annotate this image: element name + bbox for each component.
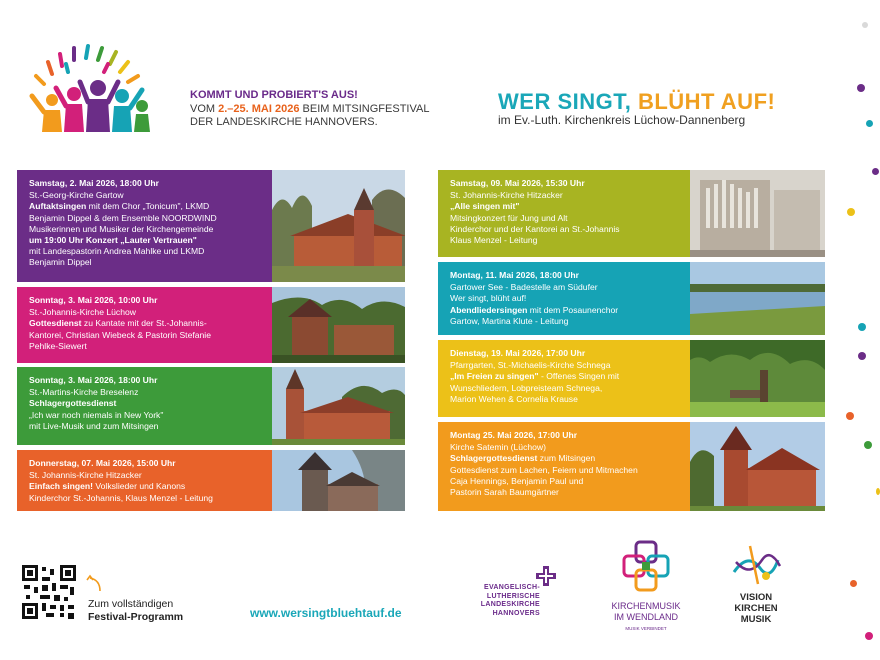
confetti-dot	[858, 323, 866, 331]
event-highlight: Schlagergottesdienst	[29, 398, 117, 409]
event-place: Kirche Satemin (Lüchow)	[450, 442, 547, 453]
confetti-dot	[857, 84, 865, 92]
event-text: Samstag, 09. Mai 2026, 15:30 Uhr St. Johannis-Kirche Hitzacker „Alle singen mit" Mitsingkonzert für Jung und Alt Kinderchor und der Kantorei an St.-Johannis Klaus Menzel - Leitung	[438, 170, 690, 257]
event-text: Montag, 11. Mai 2026, 18:00 Uhr Gartower See - Badestelle am Südufer Wer singt, blüht auf! Abendliedersingen mit dem Posaunenchor Gartow, Martina Klute - Leitung	[438, 262, 690, 335]
festival-dates: 2.–25. MAI 2026	[218, 102, 300, 115]
event-place: St.-Johannis-Kirche Lüchow	[29, 307, 136, 318]
event-place: St.-Martins-Kirche Breselenz	[29, 387, 139, 398]
intro-text	[190, 89, 429, 130]
website-link[interactable]: www.wersingtbluehtauf.de	[250, 606, 402, 620]
church-satemin-photo	[690, 422, 825, 511]
confetti-dot	[876, 488, 880, 495]
intro-date-line: VOM 2.–25. MAI 2026 BEIM MITSINGFESTIVAL	[190, 102, 430, 115]
intro-line3: DER LANDESKIRCHE HANNOVERS.	[190, 116, 378, 128]
event-highlight: Einfach singen!	[29, 481, 93, 492]
event-text: Sonntag, 3. Mai 2026, 10:00 Uhr St.-Johannis-Kirche Lüchow Gottesdienst zu Kantate mit der St.-Johannis- Kantorei, Christian Wiebeck & Pastorin Stefanie Pehlke-Siewert	[17, 287, 272, 363]
event-date: Montag 25. Mai 2026, 17:00 Uhr	[450, 430, 578, 440]
qr-code[interactable]	[22, 565, 76, 619]
vision-kirchenmusik-logo: VISION KIRCHEN MUSIK	[728, 542, 784, 632]
church-luechow-photo	[272, 287, 405, 363]
event-highlight: „Im Freien zu singen"	[450, 371, 539, 382]
event-card	[438, 170, 825, 257]
event-text: Sonntag, 3. Mai 2026, 18:00 Uhr St.-Martins-Kirche Breselenz Schlagergottesdienst „Ich war noch niemals in New York" mit Live-Musik und zum Mitsingen	[17, 367, 272, 445]
event-card	[438, 422, 825, 511]
event-date: Sonntag, 3. Mai 2026, 18:00 Uhr	[29, 375, 158, 385]
festival-headline: WER SINGT, BLÜHT AUF!	[498, 89, 776, 114]
event-text: Samstag, 2. Mai 2026, 18:00 Uhr St.-Georg-Kirche Gartow Auftaktsingen mit dem Chor „Tonicum", LKMD Benjamin Dippel & dem Ensemble NOORDWIND Musikerinnen und Musiker der Kirchengemeinde um 19:00 Uhr Konzert „Lauter Vertrauen" mit Landespastorin Andrea Mahlke und LKMD Benjamin Dippel	[17, 170, 272, 282]
intro-heading: KOMMT UND PROBIERT'S AUS!	[190, 89, 358, 101]
church-hitzacker-photo	[272, 450, 405, 511]
event-highlight: Gottesdienst	[29, 318, 82, 329]
event-highlight: Schlagergottesdienst	[450, 453, 538, 464]
event-date: Dienstag, 19. Mai 2026, 17:00 Uhr	[450, 348, 586, 358]
qr-caption: Zum vollständigen Festival-Programm	[88, 598, 184, 623]
festival-subline: im Ev.-Luth. Kirchenkreis Lüchow-Dannenberg	[498, 113, 746, 127]
event-card	[17, 367, 405, 445]
event-date: Samstag, 2. Mai 2026, 18:00 Uhr	[29, 178, 159, 188]
church-breselenz-photo	[272, 367, 405, 445]
event-date: Montag, 11. Mai 2026, 18:00 Uhr	[450, 270, 579, 280]
event-highlight: Abendliedersingen	[450, 304, 528, 315]
event-place: Pfarrgarten, St.-Michaelis-Kirche Schnega	[450, 360, 611, 371]
confetti-dot	[847, 208, 855, 216]
event-card	[17, 170, 405, 282]
kirchenmusik-wendland-logo: KIRCHENMUSIK IM WENDLAND MUSIK VERBINDET	[598, 540, 694, 630]
event-date: Samstag, 09. Mai 2026, 15:30 Uhr	[450, 178, 585, 188]
event-text: Donnerstag, 07. Mai 2026, 15:00 Uhr St. Johannis-Kirche Hitzacker Einfach singen! Volkslieder und Kanons Kinderchor St.-Johannis, Klaus Menzel - Leitung	[17, 450, 272, 511]
event-place: St.-Georg-Kirche Gartow	[29, 190, 124, 201]
cross-icon	[536, 566, 556, 586]
event-date: Donnerstag, 07. Mai 2026, 15:00 Uhr	[29, 458, 176, 468]
confetti-dot	[862, 22, 868, 28]
lake-gartow-photo	[690, 262, 825, 335]
event-text: Montag 25. Mai 2026, 17:00 Uhr Kirche Satemin (Lüchow) Schlagergottesdienst zum Mitsingen Gottesdienst zum Lachen, Feiern und Mitmachen Caja Hennings, Benjamin Paul und Pastorin Sarah Baumgärtner	[438, 422, 690, 511]
curved-arrow-icon	[86, 574, 106, 594]
event-place: Gartower See - Badestelle am Südufer	[450, 282, 598, 293]
event-card	[17, 287, 405, 363]
confetti-dot	[872, 168, 879, 175]
event-date: Sonntag, 3. Mai 2026, 10:00 Uhr	[29, 295, 158, 305]
event-text: Dienstag, 19. Mai 2026, 17:00 Uhr Pfarrgarten, St.-Michaelis-Kirche Schnega „Im Freien zu singen" - Offenes Singen mit Wunschliedern, Lobpreisteam Schnega, Marion Wehen & Cornelia Krause	[438, 340, 690, 417]
event-place: St. Johannis-Kirche Hitzacker	[29, 470, 142, 481]
event-card	[438, 262, 825, 335]
festival-people-logo	[22, 44, 158, 134]
vision-emblem-icon	[730, 542, 782, 590]
event-card	[438, 340, 825, 417]
church-gartow-photo	[272, 170, 405, 282]
confetti-dot	[865, 632, 873, 640]
event-place: St. Johannis-Kirche Hitzacker	[450, 190, 563, 201]
garden-schnega-photo	[690, 340, 825, 417]
confetti-dot	[846, 412, 854, 420]
confetti-dot	[864, 441, 872, 449]
event-card	[17, 450, 405, 511]
confetti-dot	[858, 352, 866, 360]
wendland-emblem-icon	[622, 540, 670, 596]
organ-photo	[690, 170, 825, 257]
confetti-dot	[866, 120, 873, 127]
landeskirche-logo: EVANGELISCH- LUTHERISCHE LANDESKIRCHE HANNOVERS	[462, 566, 554, 620]
event-highlight: Auftaktsingen	[29, 201, 87, 212]
event-highlight: „Alle singen mit"	[450, 201, 520, 212]
confetti-dot	[850, 580, 857, 587]
